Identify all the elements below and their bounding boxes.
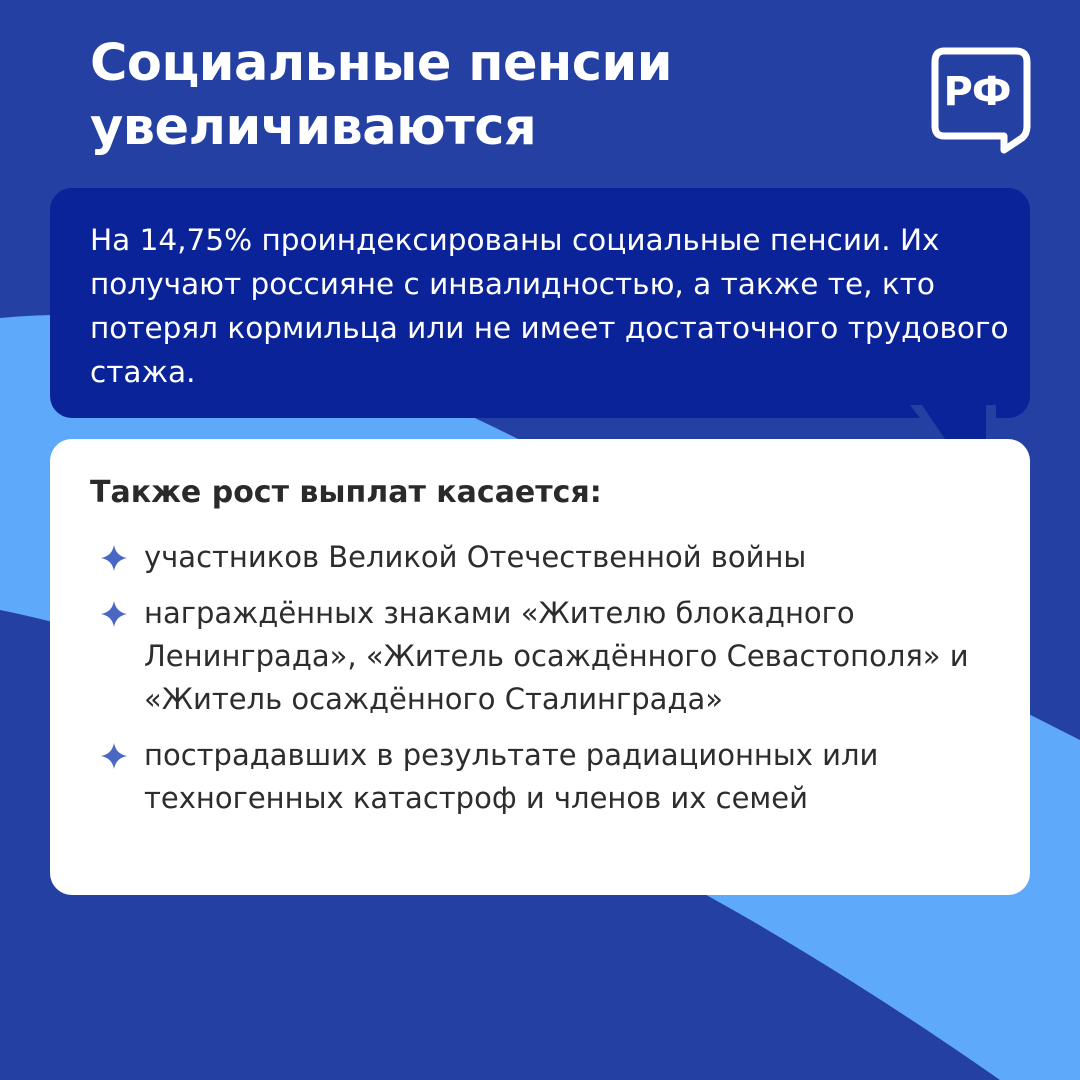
list-item bbox=[100, 536, 1020, 579]
intro-box bbox=[50, 188, 1030, 418]
list-item-text: участников Великой Отечественной войны bbox=[144, 540, 807, 574]
list-item bbox=[100, 592, 1020, 721]
list-item-text: награждённых знаками «Жителю блокадного Ленинграда», «Житель осаждённого Севастополя» и «Житель осаждённого Сталинграда» bbox=[144, 596, 969, 716]
logo-text: РФ bbox=[943, 69, 1011, 115]
page-title bbox=[90, 32, 672, 160]
title-line-2: увеличиваются bbox=[90, 98, 537, 157]
sparkle-star-icon bbox=[100, 600, 128, 628]
sparkle-star-icon bbox=[100, 544, 128, 572]
intro-text: На 14,75% проиндексированы социальные пенсии. Их получают россияне с инвалидностью, а также те, кто потерял кормильца или не имеет достаточного трудового стажа. bbox=[90, 223, 1009, 389]
list-item-text: пострадавших в результате радиационных или техногенных катастроф и членов их семей bbox=[144, 738, 879, 815]
logo bbox=[930, 46, 1034, 156]
title-line-1: Социальные пенсии bbox=[90, 34, 672, 93]
sparkle-star-icon bbox=[100, 742, 128, 770]
list-item bbox=[100, 734, 1020, 820]
card-heading: Также рост выплат касается: bbox=[90, 475, 602, 510]
benefits-list bbox=[100, 536, 1020, 833]
benefits-card bbox=[50, 439, 1030, 895]
